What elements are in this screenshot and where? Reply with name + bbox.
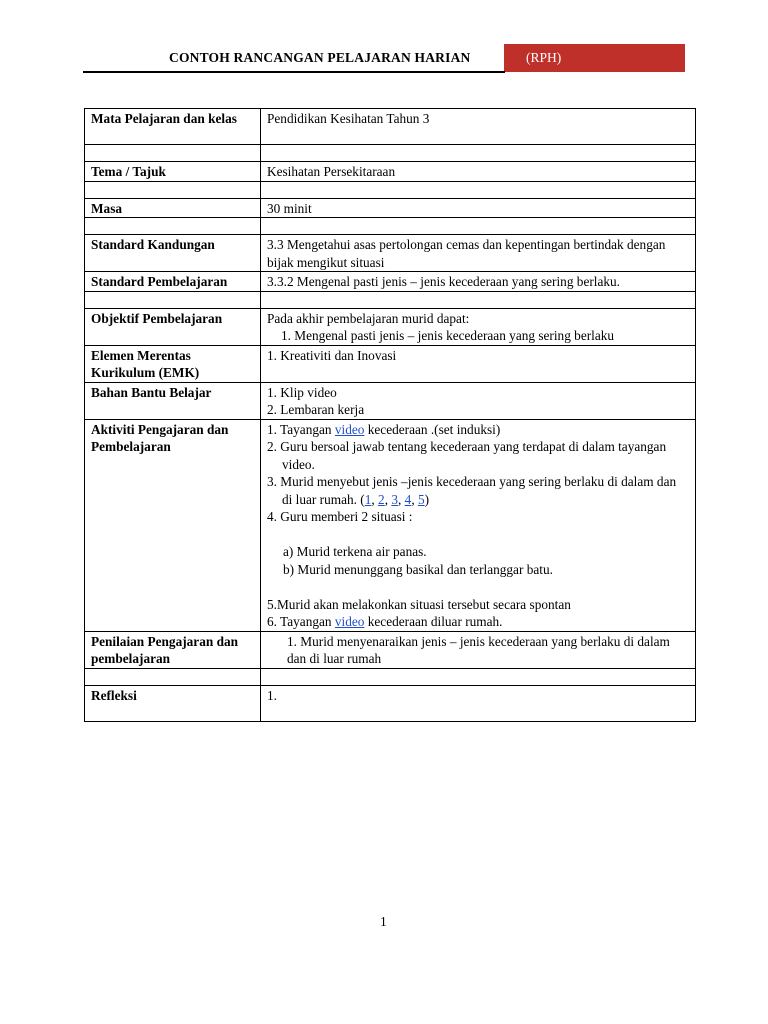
spacer-row	[85, 668, 696, 685]
value-bahan-bantu	[261, 382, 696, 419]
row-refleksi	[85, 685, 696, 721]
value-penilaian	[261, 631, 696, 668]
lesson-plan-table	[84, 108, 696, 722]
document-header	[83, 44, 685, 72]
row-standard-pembelajaran	[85, 272, 696, 292]
video-link-2[interactable]: video	[334, 614, 365, 629]
label-tema: Tema / Tajuk	[85, 162, 261, 182]
label-bahan-bantu: Bahan Bantu Belajar	[85, 382, 261, 419]
aktiviti-3-text: 3. Murid menyebut jenis –jenis kecederaan yang sering berlaku di dalam dan di luar rumah. (	[267, 474, 677, 507]
aktiviti-5: 5.Murid akan melakonkan situasi tersebut secara spontan	[267, 596, 571, 612]
aktiviti-1-text-post: kecederaan .(set induksi)	[364, 421, 501, 437]
aktiviti-3-close: )	[424, 491, 430, 507]
label-standard-pembelajaran: Standard Pembelajaran	[85, 272, 261, 292]
row-masa	[85, 198, 696, 218]
label-masa: Masa	[85, 198, 261, 218]
bbb-item-2: 2. Lembaran kerja	[267, 402, 365, 417]
label-aktiviti: Aktiviti Pengajaran dan Pembelajaran	[85, 419, 261, 631]
value-standard-pembelajaran: 3.3.2 Mengenal pasti jenis – jenis kecederaan yang sering berlaku.	[261, 272, 696, 292]
label-penilaian: Penilaian Pengajaran dan pembelajaran	[85, 631, 261, 668]
link-1[interactable]: 1	[364, 491, 372, 507]
row-mata-pelajaran	[85, 109, 696, 145]
link-2[interactable]: 2	[378, 491, 385, 507]
label-emk: Elemen Merentas Kurikulum (EMK)	[85, 345, 261, 382]
blank-line	[267, 578, 689, 596]
situasi-b: b) Murid menunggang basikal dan terlanggar batu.	[283, 561, 553, 577]
label-mata-pelajaran: Mata Pelajaran dan kelas	[85, 109, 261, 145]
aktiviti-6-text-post: kecederaan diluar rumah.	[364, 614, 503, 629]
blank-line	[267, 526, 689, 544]
value-standard-kandungan: 3.3 Mengetahui asas pertolongan cemas dan kepentingan bertindak dengan bijak mengikut situasi	[261, 235, 696, 272]
aktiviti-1	[267, 421, 689, 439]
row-standard-kandungan	[85, 235, 696, 272]
value-emk	[261, 345, 696, 382]
spacer-row	[85, 218, 696, 235]
value-refleksi: 1.	[261, 685, 696, 721]
aktiviti-6	[267, 613, 689, 631]
label-objektif: Objektif Pembelajaran	[85, 308, 261, 345]
rph-badge: (RPH)	[504, 44, 685, 72]
situasi-a: a) Murid terkena air panas.	[283, 544, 427, 559]
aktiviti-2: 2. Guru bersoal jawab tentang kecederaan yang terdapat di dalam tayangan video.	[267, 439, 667, 472]
penilaian-item: 1. Murid menyenaraikan jenis – jenis kecederaan yang berlaku di dalam dan di luar rumah	[287, 633, 670, 666]
value-tema: Kesihatan Persekitaraan	[261, 162, 696, 182]
value-aktiviti	[261, 419, 696, 631]
row-tema	[85, 162, 696, 182]
link-4[interactable]: 4	[404, 491, 412, 507]
objektif-intro: Pada akhir pembelajaran murid dapat:	[267, 310, 470, 326]
spacer-row	[85, 181, 696, 198]
objektif-item: 1. Mengenal pasti jenis – jenis kecederaan yang sering berlaku	[281, 328, 615, 343]
link-5[interactable]: 5	[417, 491, 425, 507]
value-objektif	[261, 308, 696, 345]
value-masa: 30 minit	[261, 198, 696, 218]
spacer-row	[85, 291, 696, 308]
row-objektif	[85, 308, 696, 345]
aktiviti-6-text: 6. Tayangan	[267, 614, 335, 629]
row-aktiviti	[85, 419, 696, 631]
link-3[interactable]: 3	[391, 491, 398, 507]
label-refleksi: Refleksi	[85, 685, 261, 721]
label-standard-kandungan: Standard Kandungan	[85, 235, 261, 272]
row-penilaian	[85, 631, 696, 668]
document-title: CONTOH RANCANGAN PELAJARAN HARIAN	[169, 50, 471, 65]
bbb-item-1: 1. Klip video	[267, 384, 337, 400]
aktiviti-1-text: 1. Tayangan	[267, 421, 335, 437]
header-rule	[83, 71, 505, 73]
emk-item: 1. Kreativiti dan Inovasi	[267, 347, 397, 363]
row-emk	[85, 345, 696, 382]
aktiviti-3: 3. Murid menyebut jenis –jenis kecederaan yang sering berlaku di dalam dan di luar rumah. (1, 2, 3, 4, 5)	[267, 474, 677, 507]
video-link-1[interactable]: video	[334, 421, 365, 437]
page-number: 1	[380, 914, 387, 929]
aktiviti-4: 4. Guru memberi 2 situasi :	[267, 509, 413, 524]
value-mata-pelajaran: Pendidikan Kesihatan Tahun 3	[261, 109, 696, 145]
row-bahan-bantu	[85, 382, 696, 419]
spacer-row	[85, 145, 696, 162]
